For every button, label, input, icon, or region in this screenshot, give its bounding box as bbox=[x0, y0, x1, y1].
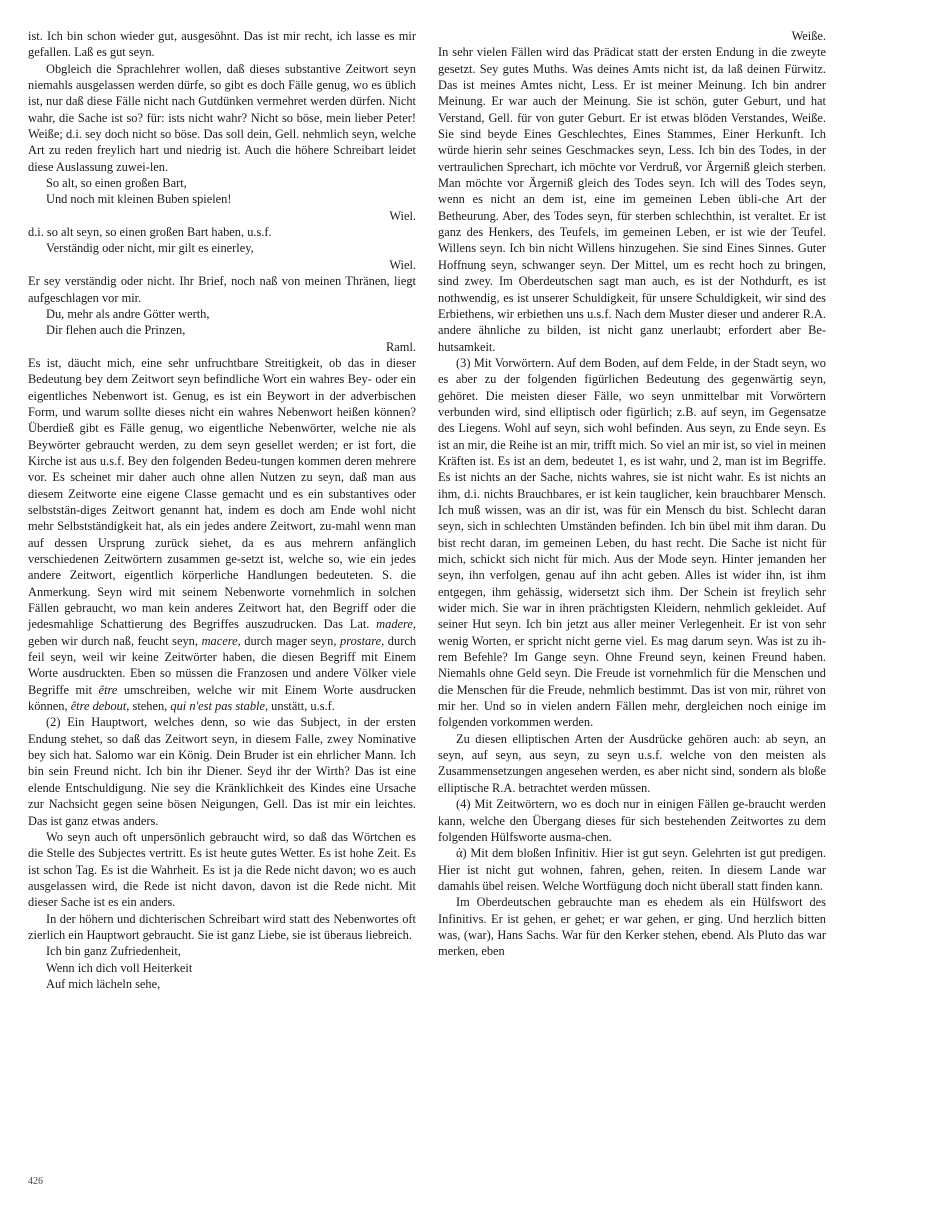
page-number: 426 bbox=[28, 1176, 43, 1187]
paragraph: In sehr vielen Fällen wird das Prädicat statt der ersten Endung in die zweyte gesetzt. Sey gutes Muths. Was deines Amts nicht ist, da laß deinen Fürwitz. Das ist meines Amtes nicht, Less. Er ist meiner Meinung. Ich bin andrer Meinung. Er war auch der Meinung. Sie ist schön, guter Geburt, und hat Verstand, Gell. für von guter Geburt. Er ist etwas blöden Verstandes, Weiße. Sie sind beyde Eines Geschlechtes, Eines Stammes, Einer Herkunft. Ich würde hierin sehr seines Geschmackes seyn, Less. Ich bin des Todes, in der vertraulichen Sprechart, ich möchte vor Verdruß, vor Ärgerniß gleich sterben. Man möchte vor Ärgerniß gleich des Todes seyn. Ich will des Todes seyn, wenn es nicht an dem ist, eine im gemeinen Leben übli-che Art der Betheurung. Aber, des Todes seyn, für sterben schlechthin, ist veraltet. Er ist ganz des Henkers, des Teufels, im gemeinen Leben, er ist wie der Teufel. Willens seyn. Ich bin nicht Willens hinzugehen. Sie sind Eines Sinnes. Guter Hoffnung seyn, schwanger seyn. Der Mittel, um es recht hoch zu bringen, sind zwey. Im Oberdeutschen sagt man auch, es ist der Nothdurft, es ist nothwendig, es ist unserer Schuldigkeit, für unsere Schuldigkeit, wir sind des Erbiethens, wir erbiethen uns u.s.f. Nach dem Muster dieser und anderer R.A. andere ähnliche zu bilden, ist nicht ganz unerlaubt; erfordert aber Be-hutsamkeit. bbox=[438, 45, 826, 354]
paragraph: In der höhern und dichterischen Schreibart wird statt des Nebenwortes oft zierlich ein Hauptwort gebraucht. Sie ist ganz Liebe, sie ist überaus liebreich. bbox=[28, 911, 416, 942]
latin-term: macere, bbox=[201, 633, 241, 648]
paragraph: (2) Ein Hauptwort, welches denn, so wie das Subject, in der ersten Endung stehet, so daß das Zeitwort seyn, in diesem Falle, zwey Nominative bey sich hat. Salomo war ein König. Dein Bruder ist ein ehrlicher Mann. Ich bin sein Freund nicht. Ich bin ihr Diener. Seyd ihr der Wirth? Das ist eine elende Entschuldigung. Nie sey die Kränklichkeit des Kindes eine Ursache zur Nachsicht gegen seine bösen Neigungen, Gell. Das ist mir ein leichtes. Das ist ganz etwas anders. bbox=[28, 715, 416, 828]
paragraph: (3) Mit Vorwörtern. Auf dem Boden, auf dem Felde, in der Stadt seyn, wo es aber zu der folgenden figürlichen Bedeutung des gegenwärtig seyn, gehöret. Die meisten dieser Fälle, wo seyn unmittelbar mit Vorwörtern verbunden wird, sind elliptisch oder figürlich; z.B. auf seyn, im Gegensatze des Liegens. Wohl auf seyn, sich wohl befinden. Aus seyn, zu Ende seyn. Es ist an mir, die Reihe ist an mir, trifft mich. So viel an mir ist, so viel in meinen Kräften ist. Es ist an dem, bedeutet 1, es ist wahr, und 2, man ist im Begriffe. Es ist nichts an der Sache, nichts wahres, sie ist nicht wahr. Es ist nichts an ihm, d.i. nichts Brauchbares, er ist kein tauglicher, kein brauchbarer Mensch. Ich muß wissen, was an dir ist, was für ein Mensch du bist. Schlecht daran seyn, sich in schlechten Umständen befinden. Ich bin übel mit ihm daran. Du bist recht daran, im gemeinen Leben, du hast recht. Die Sache ist nicht für mich, schickt sich nicht für mich. Aus der Mode seyn. Hinter jemanden her seyn, ihn verfolgen, genau auf ihn acht geben. Alles ist wider ihn, ist ihm entgegen, ihm gehässig, widersetzt sich ihm. Der Schein ist freylich sehr wider mich. Sie war in ihren prächtigsten Kleidern, nehmlich gekleidet. Auf seiner Hut seyn. Ich bin jetzt aus aller meiner Verlegenheit. Er ist von sehr wenig Worten, er spricht nicht gerne viel. Es mag darum seyn. Was ist zu ih-rem Befehle? Im Gange seyn. Ohne Freund seyn, keinen Freund haben. Niemahls ohne Geld seyn. Die Freude ist vornehmlich für die Menschen und die Menschen für die Freude, nehmlich bestimmt. Das ist von mir, rühret von mir her. Und so in vielen andern Fällen mehr, dergleichen noch einige im folgenden vorkommen werden. bbox=[438, 355, 826, 730]
verse-line: Und noch mit kleinen Buben spielen! bbox=[46, 192, 232, 207]
text-run: unstätt, u.s.f. bbox=[271, 699, 335, 714]
paragraph: Wo seyn auch oft unpersönlich gebraucht wird, so daß das Wörtchen es die Stelle des Subjectes vertritt. Es ist heute gutes Wetter. Es ist hohe Zeit. Es ist schon Tag. Es ist die Wahrheit. Es ist ja die Rede nicht davon; wo es auch ausgelassen wird, die Rede ist nicht davon, davon ist die Rede nicht. Mit dieser Sache ist es ein anders. bbox=[28, 829, 416, 910]
paragraph: Obgleich die Sprachlehrer wollen, daß dieses substantive Zeitwort seyn niemahls ausgelassen werden dürfe, so gibt es doch Fälle genug, wo es üblich ist, nur daß diese Fälle nicht nach Gutdünken vermehret werden dürfen. Nicht wahr, die Sache ist so? für: ists nicht wahr? Nicht so böse, mein lieber Peter! Weiße; d.i. sey doch nicht so böse. Das soll dein, Gell. nehmlich seyn, welche Art zu reden freylich hart und niedrig ist. Auch die höhere Schreibart leidet diese Auslassung zuwei-len. bbox=[28, 61, 416, 174]
paragraph: ά) Mit dem bloßen Infinitiv. Hier ist gut seyn. Gelehrten ist gut predigen. Hier ist nicht gut wohnen, fahren, gehen, reiten. In diesem Lande war damahls übel reisen. Welche Wortfügung doch nicht überall statt finden kann. bbox=[438, 846, 826, 893]
source-citation: Wiel. bbox=[389, 257, 416, 272]
text-run: durch feil seyn, weil wir keine Zeitwörter haben, die diesen Begriff mit Einem Worte ausdruckten. Eben so müssen die Franzosen und andere Völker viele Begriffe mit bbox=[28, 633, 417, 697]
verse-line: Dir flehen auch die Prinzen, bbox=[46, 323, 186, 338]
text-run: umschreiben, welche wir mit Einem Worte ausdrucken können, bbox=[28, 682, 416, 714]
latin-term: madere, bbox=[376, 617, 416, 632]
verse-line: Verständig oder nicht, mir gilt es einerley, bbox=[46, 241, 254, 256]
paragraph: Zu diesen elliptischen Arten der Ausdrücke gehören auch: ab seyn, an seyn, auf seyn, aus seyn, zu seyn u.s.f. welche von den meisten als Zusammensetzungen angesehen werden, es aber nicht sind, sondern als bloße elliptische R.A. betrachtet werden müssen. bbox=[438, 731, 826, 795]
source-citation: Raml. bbox=[386, 339, 416, 354]
french-term: être bbox=[98, 682, 118, 697]
paragraph: (4) Mit Zeitwörtern, wo es doch nur in einigen Fällen ge-braucht werden kann, welche den Übergang dieses für sich bestehenden Zeitwortes zu dem folgenden Hülfsworte ausma-chen. bbox=[438, 797, 826, 844]
french-term: qui n'est pas stable, bbox=[170, 699, 269, 714]
text-run: geben wir durch naß, feucht seyn, bbox=[28, 633, 198, 648]
paragraph: d.i. so alt seyn, so einen großen Bart haben, u.s.f. bbox=[28, 225, 272, 240]
left-column bbox=[28, 28, 416, 992]
source-citation: Weiße. bbox=[791, 29, 826, 43]
right-column bbox=[438, 28, 826, 960]
verse-line: Wenn ich dich voll Heiterkeit bbox=[46, 960, 193, 975]
text-run: durch mager seyn, bbox=[244, 633, 337, 648]
paragraph bbox=[28, 355, 416, 715]
source-citation: Wiel. bbox=[389, 208, 416, 223]
text-run: stehen, bbox=[132, 699, 168, 714]
verse-line: Auf mich lächeln sehe, bbox=[46, 976, 161, 991]
verse-line: Ich bin ganz Zufriedenheit, bbox=[46, 944, 181, 959]
paragraph: ist. Ich bin schon wieder gut, ausgesöhnt. Das ist mir recht, ich lasse es mir gefallen. Laß es gut seyn. bbox=[28, 29, 416, 60]
paragraph: Im Oberdeutschen gebrauchte man es ehedem als ein Hülfswort des Infinitivs. Er ist gehen, er gehet; er war gehen, er ging. Und herzlich bitten was, (war), Hans Sachs. War für den Kerker stehen, ebend. Als Pluto das war merken, eben bbox=[438, 895, 826, 959]
paragraph: Er sey verständig oder nicht. Ihr Brief, noch naß von meinen Thränen, liegt aufgeschlagen vor mir. bbox=[28, 274, 416, 305]
verse-line: Du, mehr als andre Götter werth, bbox=[46, 306, 210, 321]
verse-line: So alt, so einen großen Bart, bbox=[46, 176, 187, 191]
text-run: Es ist, däucht mich, eine sehr unfruchtbare Streitigkeit, ob das in dieser Bedeutung bey dem Zeitwort seyn befindliche Wort ein wahres Bey- oder ein eigentliches Nebenwort ist. Genug, es ist ein Beywort in der adverbischen Form, und warum sollte dieses nicht ein wahres Nebenwort heißen können? Überdieß gibt es Fälle genug, wo eigentliche Nebenwörter, welche nie als Beywörter gebraucht werden, zu dem seyn gesellet werden; er ist fort, die Kirche ist aus u.s.f. Bey den folgenden Bedeu-tungen kommen deren mehrere vor. Es scheinet mir daher auch ohne allen Nutzen zu seyn, daß man aus diesem Zeitworte eine eigene Classe gemacht und es ein substantives oder selbststän-diges Zeitwort genannt hat, indem es doch am Ende wohl nicht mehr Selbstständigkeit hat, als ein jedes andere Zeitwort, zu-mahl wenn man auf dessen Ursprung zurück siehet, da es aus mehrern anfänglich verschiedenen Zeitwörtern zusammen ge-setzt ist, welche so, wie ein jedes andere Zeitwort, eigentlich körperliche Handlungen bedeuteten. S. die Anmerkung. Seyn wird mit seinem Nebenworte vornehmlich in solchen Fällen gebraucht, wo man kein anderes Zeitwort hat, den Begriff oder die jedesmahlige Schattierung des Begriffes auszudrucken. Das Lat. bbox=[28, 355, 416, 632]
french-term: être debout, bbox=[70, 699, 130, 714]
latin-term: prostare, bbox=[340, 633, 385, 648]
